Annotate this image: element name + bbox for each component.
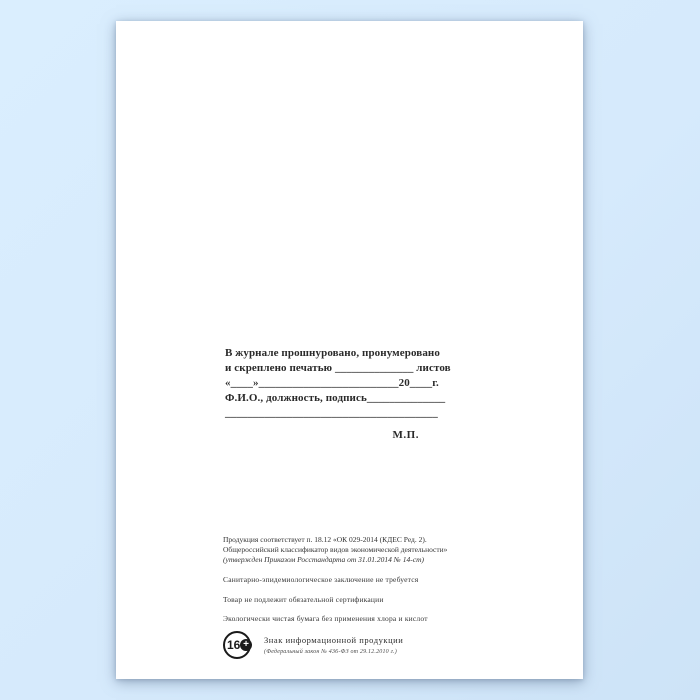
age-number: 16 [227,638,241,652]
certification-note: Товар не подлежит обязательной сертификации [223,594,384,604]
seal-place-label: М.П. [392,429,419,441]
age-mark-row [223,631,553,659]
age-mark-caption [264,631,403,657]
stamp-line: В журнале прошнуровано, пронумеровано [225,347,440,359]
eco-paper-note: Экологически чистая бумага без применения хлора и кислот [223,614,428,623]
stamp-line-signature: Ф.И.О., должность, подпись______________ [225,392,446,404]
journal-back-page [116,21,583,679]
stamp-line-date: «____»_________________________20____г. [225,377,439,389]
stamp-line-blank: ______________________________________ [225,407,438,419]
age-mark-title: Знак информационной продукции [264,635,404,645]
age-plus-icon: + [240,639,252,651]
stamp-line: и скреплено печатью ______________ листов [225,362,451,374]
classifier-line-approval: (утвержден Приказом Росстандарта от 31.01.2014 № 14-ст) [223,555,424,564]
classifier-note [223,535,553,565]
sanitary-note: Санитарно-эпидемиологическое заключение не требуется [223,575,419,584]
imprint-block [223,535,553,659]
classifier-line: Общероссийский классификатор видов экономической деятельности» [223,545,448,554]
binding-certification-block [225,346,451,443]
age-16plus-icon [223,631,251,659]
age-mark-law: (Федеральный закон № 436-ФЗ от 29.12.2010 г.) [264,649,397,655]
classifier-line: Продукция соответствует п. 18.12 «ОК 029-2014 (КДЕС Ред. 2). [223,535,427,544]
